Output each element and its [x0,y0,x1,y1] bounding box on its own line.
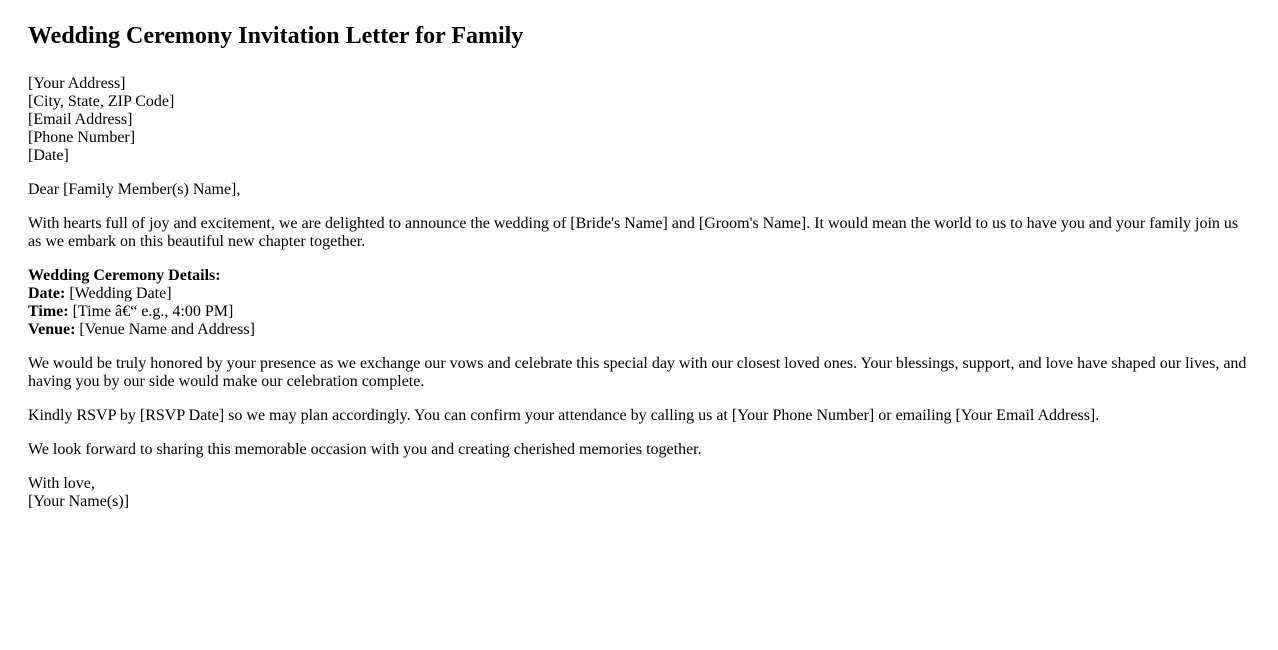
ceremony-details-block [28,267,1250,339]
signoff-line: With love, [28,475,95,492]
sender-address-line: [Your Address] [28,75,126,92]
sender-phone-line: [Phone Number] [28,129,136,146]
rsvp-paragraph: Kindly RSVP by [RSVP Date] so we may plan accordingly. You can confirm your attendance by calling us at [Your Phone Number] or emailing [Your Email Address]. [28,407,1100,424]
detail-value-venue: [Venue Name and Address] [79,321,255,338]
detail-label-date: Date: [28,285,66,302]
details-heading: Wedding Ceremony Details: [28,267,221,284]
detail-label-venue: Venue: [28,321,76,338]
detail-label-time: Time: [28,303,69,320]
sender-address-block [28,75,1250,165]
closing-paragraph: We look forward to sharing this memorable occasion with you and creating cherished memories together. [28,441,702,458]
intro-paragraph: With hearts full of joy and excitement, we are delighted to announce the wedding of [Bride's Name] and [Groom's Name]. It would mean the world to us to have you and your family join us as we embark on this beautiful new chapter together. [28,215,1239,250]
salutation: Dear [Family Member(s) Name], [28,181,241,198]
detail-value-time: [Time â€“ e.g., 4:00 PM] [72,303,234,320]
document-title: Wedding Ceremony Invitation Letter for Family [28,23,524,49]
detail-value-date: [Wedding Date] [69,285,172,302]
signoff-name: [Your Name(s)] [28,493,130,510]
signoff-block [28,475,1250,511]
letter-date-line: [Date] [28,147,69,164]
honor-paragraph: We would be truly honored by your presence as we exchange our vows and celebrate this special day with our closest loved ones. Your blessings, support, and love have shaped our lives, and having you by our side would make our celebration complete. [28,355,1247,390]
sender-city-line: [City, State, ZIP Code] [28,93,175,110]
sender-email-line: [Email Address] [28,111,133,128]
